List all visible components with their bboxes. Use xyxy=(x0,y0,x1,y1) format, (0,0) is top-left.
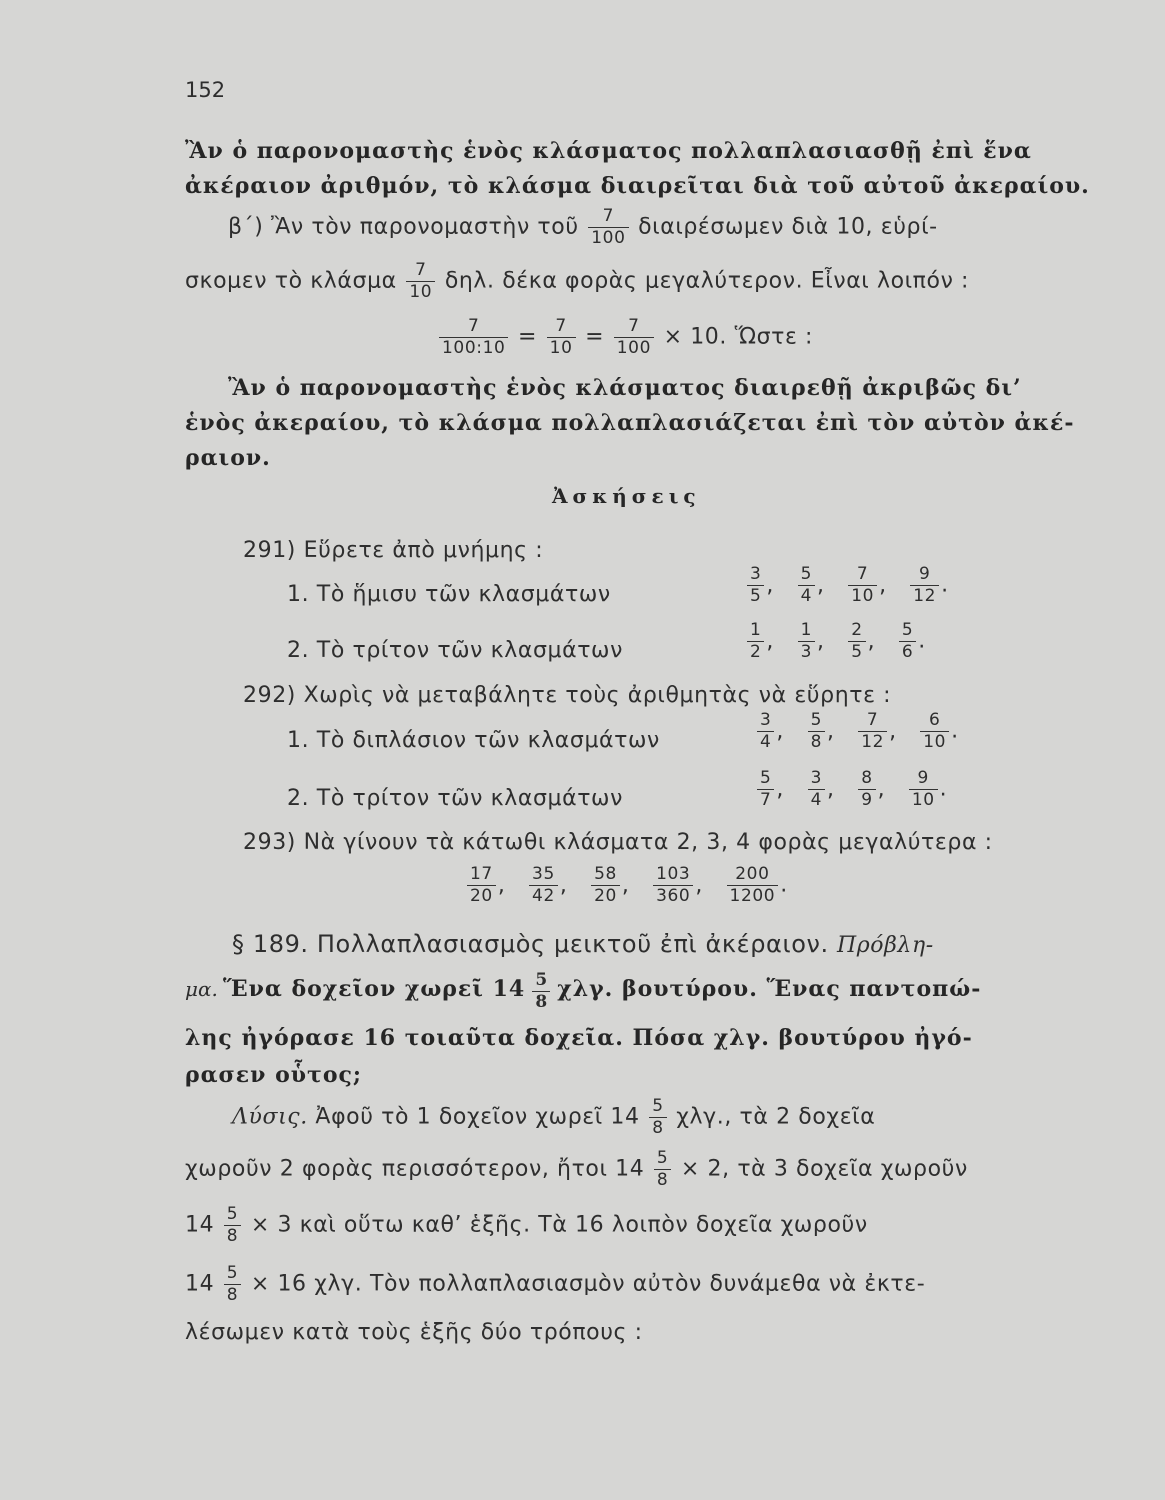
fraction-numerator: 9 xyxy=(917,768,929,788)
fraction-denominator: 360 xyxy=(653,885,693,905)
fraction-denominator: 100 xyxy=(614,337,654,357)
fraction-numerator: 6 xyxy=(928,710,941,730)
equals-sign: = xyxy=(518,324,538,350)
fraction-denominator: 7 xyxy=(757,789,774,809)
fraction xyxy=(532,972,550,1011)
fraction xyxy=(798,622,815,661)
fraction-numerator: 200 xyxy=(735,864,770,884)
solution-line1-b: χλγ., τὰ 2 δοχεῖα xyxy=(676,1104,876,1130)
problem-line3: ρασεν οὗτος; xyxy=(185,1062,363,1088)
fraction xyxy=(858,712,887,751)
fraction-numerator: 5 xyxy=(652,1096,664,1116)
solution-line1 xyxy=(232,1098,875,1137)
fraction-numerator: 7 xyxy=(415,260,427,280)
fraction-numerator: 3 xyxy=(760,710,772,730)
exercise-291-item1-fractions: $\frac{3}{5}$ , $\frac{5}{4}$ , $\frac{7}{10}$ , $\frac{9}{12}$ . xyxy=(745,566,949,605)
fraction xyxy=(529,866,558,905)
beta-line1 xyxy=(228,208,938,247)
solution-line2 xyxy=(185,1150,968,1189)
fraction-numerator: 7 xyxy=(628,316,640,336)
fraction-numerator: 1 xyxy=(750,620,762,640)
fraction-numerator: 58 xyxy=(594,864,617,884)
solution-line5: λέσωμεν κατὰ τοὺς ἑξῆς δύο τρόπους : xyxy=(185,1320,643,1345)
solution-line3-b: × 3 καὶ οὕτω καθ’ ἑξῆς. Τὰ 16 λοιπὸν δοχεῖα χωροῦν xyxy=(250,1212,868,1238)
fraction-numerator: 8 xyxy=(861,768,873,788)
fraction-denominator: 10 xyxy=(920,731,949,751)
problem-line1-text: Ἕνα δοχεῖον χωρεῖ 14 xyxy=(222,976,526,1002)
fraction xyxy=(757,712,774,751)
exercise-293-fractions: $\frac{17}{20}$ , $\frac{35}{42}$ , $\frac{58}{20}$ , $\frac{103}{360}$ , $\frac{200}{1200}$ . xyxy=(465,866,788,905)
fraction xyxy=(614,318,654,357)
fraction xyxy=(798,566,815,605)
beta-line2-post: δηλ. δέκα φορὰς μεγαλύτερον. Εἶναι λοιπόν : xyxy=(444,268,970,294)
rule-divide-line3: ραιον. xyxy=(185,445,271,471)
fraction-denominator: 8 xyxy=(532,991,550,1011)
fraction-numerator: 9 xyxy=(918,564,931,584)
fraction-denominator: 2 xyxy=(747,641,764,661)
equation-tail: × 10. Ὥστε : xyxy=(663,324,814,350)
fraction xyxy=(920,712,949,751)
fraction xyxy=(406,262,435,301)
fraction-denominator: 100:10 xyxy=(439,337,508,357)
fraction xyxy=(909,770,938,809)
solution-line2-b: × 2, τὰ 3 δοχεῖα χωροῦν xyxy=(680,1156,968,1182)
fraction-numerator: 7 xyxy=(856,564,869,584)
fraction-numerator: 2 xyxy=(851,620,863,640)
fraction-denominator: 10 xyxy=(848,585,877,605)
fraction xyxy=(910,566,939,605)
exercise-292-title: 292) Χωρὶς νὰ μεταβάλητε τοὺς ἀριθμητὰς νὰ εὕρητε : xyxy=(243,683,892,708)
equation-line xyxy=(437,318,813,357)
fraction xyxy=(547,318,576,357)
fraction-numerator: 5 xyxy=(535,970,548,990)
fraction xyxy=(654,1150,671,1189)
fraction-denominator: 8 xyxy=(649,1117,666,1137)
fraction-numerator: 7 xyxy=(555,316,567,336)
exercise-291-item1-label: 1. Τὸ ἥμισυ τῶν κλασμάτων xyxy=(287,582,611,607)
fraction-denominator: 10 xyxy=(909,789,938,809)
fraction xyxy=(588,208,628,247)
fraction-denominator: 8 xyxy=(224,1225,241,1245)
equals-sign: = xyxy=(585,324,605,350)
fraction-numerator: 3 xyxy=(750,564,762,584)
solution-line3-a: 14 xyxy=(185,1212,215,1238)
fraction xyxy=(747,566,764,605)
beta-line2 xyxy=(185,262,969,301)
fraction-numerator: 5 xyxy=(800,564,813,584)
problem-line1-after: χλγ. βουτύρου. Ἕνας παντοπώ- xyxy=(557,976,982,1002)
fraction-denominator: 100 xyxy=(588,227,628,247)
fraction xyxy=(808,712,825,751)
exercise-292-item1-label: 1. Τὸ διπλάσιον τῶν κλασμάτων xyxy=(287,728,660,753)
rule-divide-line2: ἑνὸς ἀκεραίου, τὸ κλάσμα πολλαπλασιάζεται ἐπὶ τὸν αὐτὸν ἀκέ- xyxy=(185,410,1075,436)
fraction-denominator: 20 xyxy=(467,885,496,905)
solution-line4-a: 14 xyxy=(185,1271,215,1297)
fraction xyxy=(649,1098,666,1137)
problem-word: Πρόβλη- xyxy=(836,933,934,958)
fraction-denominator: 10 xyxy=(547,337,576,357)
fraction-denominator: 8 xyxy=(654,1169,671,1189)
fraction-denominator: 8 xyxy=(808,731,825,751)
fraction-denominator: 6 xyxy=(899,641,916,661)
fraction-denominator: 42 xyxy=(529,885,558,905)
page-number: 152 xyxy=(185,78,226,102)
solution-line4 xyxy=(185,1265,925,1304)
fraction-numerator: 3 xyxy=(810,768,823,788)
fraction-denominator: 4 xyxy=(808,789,825,809)
fraction-denominator: 3 xyxy=(798,641,815,661)
fraction-denominator: 8 xyxy=(224,1284,241,1304)
exercise-292-item2-fractions: $\frac{5}{7}$ , $\frac{3}{4}$ , $\frac{8}{9}$ , $\frac{9}{10}$ . xyxy=(755,770,947,809)
exercise-292-item1-fractions: $\frac{3}{4}$ , $\frac{5}{8}$ , $\frac{7}{12}$ , $\frac{6}{10}$ . xyxy=(755,712,959,751)
fraction xyxy=(848,622,865,661)
fraction-denominator: 5 xyxy=(747,585,764,605)
fraction xyxy=(653,866,693,905)
fraction-numerator: 7 xyxy=(468,316,480,336)
fraction xyxy=(848,566,877,605)
fraction-numerator: 35 xyxy=(532,864,555,884)
fraction xyxy=(591,866,620,905)
solution-line3 xyxy=(185,1206,868,1245)
solution-label: Λύσις. xyxy=(232,1104,308,1130)
exercise-291-item2-fractions: $\frac{1}{2}$ , $\frac{1}{3}$ , $\frac{2}{5}$ , $\frac{5}{6}$ . xyxy=(745,622,926,661)
fraction xyxy=(858,770,875,809)
fraction xyxy=(899,622,916,661)
fraction-denominator: 4 xyxy=(757,731,774,751)
beta-line2-pre: σκομεν τὸ κλάσμα xyxy=(185,268,397,294)
exercise-291-item2-label: 2. Τὸ τρίτον τῶν κλασμάτων xyxy=(287,638,623,663)
fraction-numerator: 5 xyxy=(226,1263,239,1283)
fraction xyxy=(727,866,779,905)
beta-after: διαιρέσωμεν διὰ 10, εὑρί- xyxy=(638,214,938,240)
fraction xyxy=(224,1206,241,1245)
fraction-numerator: 5 xyxy=(810,710,823,730)
fraction xyxy=(808,770,825,809)
rule-multiply-line1: Ἂν ὁ παρονομαστὴς ἑνὸς κλάσματος πολλαπλασιασθῇ ἐπὶ ἕνα xyxy=(185,138,1032,164)
section-189-title-line xyxy=(232,930,934,958)
problem-line1 xyxy=(185,972,981,1011)
fraction xyxy=(757,770,774,809)
fraction-numerator: 5 xyxy=(656,1148,669,1168)
exercise-292-item2-label: 2. Τὸ τρίτον τῶν κλασμάτων xyxy=(287,786,623,811)
fraction xyxy=(224,1265,241,1304)
fraction-denominator: 1200 xyxy=(727,885,779,905)
problem-line2: λης ἠγόρασε 16 τοιαῦτα δοχεῖα. Πόσα χλγ. βουτύρου ἠγό- xyxy=(185,1025,973,1051)
fraction-numerator: 1 xyxy=(800,620,813,640)
fraction-denominator: 12 xyxy=(858,731,887,751)
solution-line2-a: χωροῦν 2 φορὰς περισσότερον, ἤτοι 14 xyxy=(185,1156,645,1182)
solution-line1-a: Ἀφοῦ τὸ 1 δοχεῖον χωρεῖ 14 xyxy=(315,1104,640,1130)
exercise-291-title: 291) Εὕρετε ἀπὸ μνήμης : xyxy=(243,538,544,563)
rule-divide-line1: Ἂν ὁ παρονομαστὴς ἑνὸς κλάσματος διαιρεθῇ ἀκριβῶς δι’ xyxy=(228,375,1022,401)
fraction-numerator: 5 xyxy=(760,768,772,788)
fraction-denominator: 10 xyxy=(406,281,435,301)
fraction-denominator: 4 xyxy=(798,585,815,605)
fraction-numerator: 5 xyxy=(226,1204,239,1224)
fraction-numerator: 103 xyxy=(656,864,691,884)
fraction-numerator: 7 xyxy=(602,206,615,226)
fraction xyxy=(439,318,508,357)
solution-line4-b: × 16 χλγ. Τὸν πολλαπλασιασμὸν αὐτὸν δυνάμεθα νὰ ἐκτε- xyxy=(250,1271,926,1297)
exercises-heading: Ἀσκήσεις xyxy=(552,484,701,508)
fraction-denominator: 5 xyxy=(848,641,865,661)
exercise-293-title: 293) Νὰ γίνουν τὰ κάτωθι κλάσματα 2, 3, 4 φορὰς μεγαλύτερα : xyxy=(243,830,993,855)
fraction-denominator: 20 xyxy=(591,885,620,905)
fraction-numerator: 5 xyxy=(901,620,914,640)
fraction-numerator: 17 xyxy=(470,864,493,884)
beta-label: β΄) Ἂν τὸν παρονομαστὴν τοῦ xyxy=(228,214,579,240)
fraction-denominator: 9 xyxy=(858,789,875,809)
section-189-title: § 189. Πολλαπλασιασμὸς μεικτοῦ ἐπὶ ἀκέραιον. xyxy=(232,930,829,958)
fraction-denominator: 12 xyxy=(910,585,939,605)
fraction-numerator: 7 xyxy=(866,710,879,730)
fraction xyxy=(467,866,496,905)
rule-multiply-line2: ἀκέραιον ἀριθμόν, τὸ κλάσμα διαιρεῖται διὰ τοῦ αὐτοῦ ἀκεραίου. xyxy=(185,173,1090,199)
problem-word-end: μα. xyxy=(185,977,218,1001)
fraction xyxy=(747,622,764,661)
